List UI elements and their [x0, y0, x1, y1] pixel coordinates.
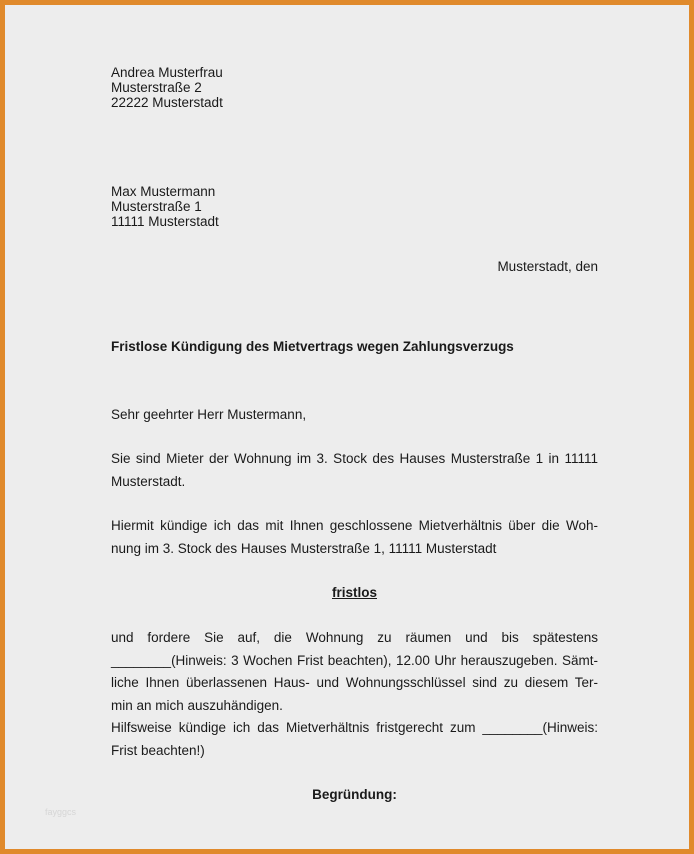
recipient-street: Musterstraße 1: [111, 199, 202, 214]
sender-city: 22222 Musterstadt: [111, 95, 223, 110]
paragraph3-line3: liche Ihnen überlassenen Haus- und Wohnungsschlüssel sind zu diesem Ter-: [111, 675, 598, 690]
paragraph-termination: [111, 515, 598, 560]
begruendung-heading: Begründung:: [312, 787, 397, 802]
paragraph1-line2: Musterstadt.: [111, 473, 186, 489]
paragraph3-line1: und fordere Sie auf, die Wohnung zu räumen und bis spätestens: [111, 630, 598, 645]
paragraph3-line5: Hilfsweise kündige ich das Mietverhältnis fristgerecht zum ________(Hinweis:: [111, 720, 598, 735]
paragraph3-line4: min an mich auszuhändigen.: [111, 697, 283, 713]
sender-address: [111, 65, 598, 110]
salutation: Sehr geehrter Herr Mustermann,: [111, 407, 307, 422]
paragraph-tenant-info: [111, 448, 598, 493]
subject-line: Fristlose Kündigung des Mietvertrags wegen Zahlungsverzugs: [111, 339, 514, 354]
paragraph2-line2: nung im 3. Stock des Hauses Musterstraße 1, 11111 Musterstadt: [111, 540, 497, 556]
sender-name: Andrea Musterfrau: [111, 65, 223, 80]
fristlos-heading: fristlos: [331, 585, 377, 600]
recipient-name: Max Mustermann: [111, 184, 216, 199]
date-line: Musterstadt, den: [497, 259, 598, 274]
paragraph3-line2: ________(Hinweis: 3 Wochen Frist beachten), 12.00 Uhr herauszugeben. Sämt-: [111, 652, 598, 668]
paragraph3-line6: Frist beachten!): [111, 742, 205, 758]
recipient-address: [111, 184, 598, 229]
recipient-city: 11111 Musterstadt: [111, 214, 219, 229]
sender-street: Musterstraße 2: [111, 80, 202, 95]
paragraph-demand: [111, 627, 598, 762]
paragraph2-line1: Hiermit kündige ich das mit Ihnen geschlossene Mietverhältnis über die Woh-: [111, 518, 598, 533]
paragraph1-line1: Sie sind Mieter der Wohnung im 3. Stock des Hauses Musterstraße 1 in 11111: [111, 451, 598, 466]
watermark: fayggcs: [45, 807, 77, 817]
